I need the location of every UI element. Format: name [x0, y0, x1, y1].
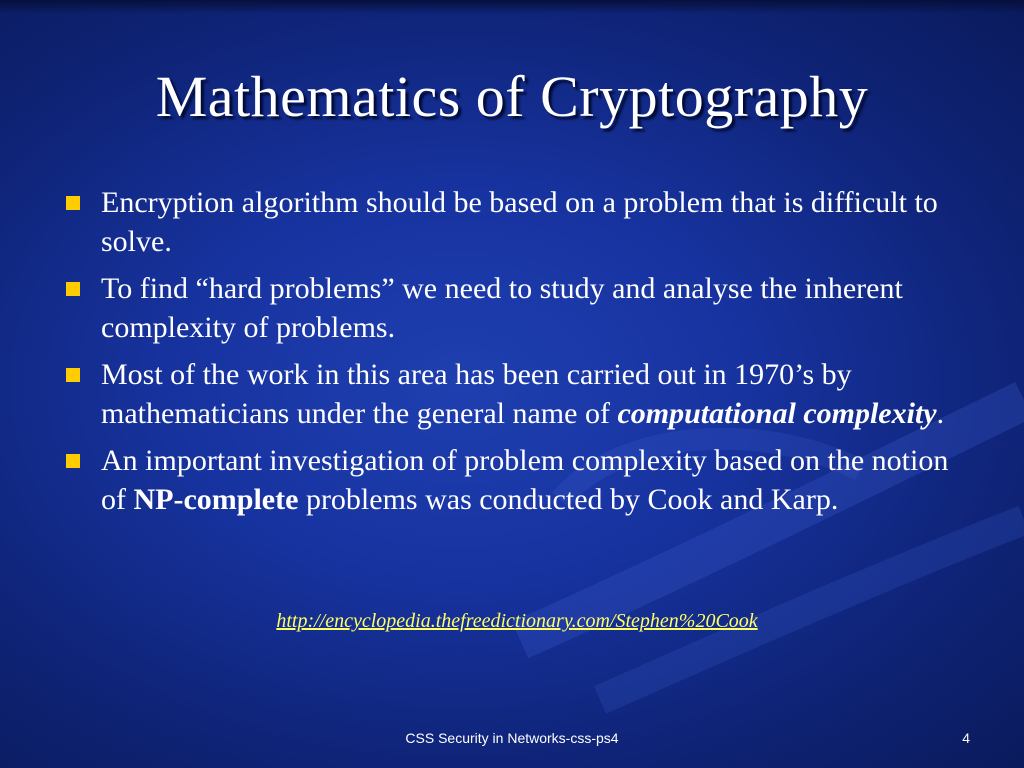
bullet-text-end: .: [936, 397, 945, 430]
bullet-text: An important investigation of problem complexity based on the notion of: [101, 444, 949, 516]
square-bullet-icon: [66, 196, 80, 210]
slide-footer: CSS Security in Networks-css-ps4: [405, 730, 619, 746]
bold-term: NP-complete: [133, 483, 299, 516]
square-bullet-icon: [66, 282, 80, 296]
bullet-item: [64, 183, 964, 261]
square-bullet-icon: [66, 368, 80, 382]
bullet-text: Most of the work in this area has been carried out in 1970’s by mathematicians under the general name of: [101, 358, 852, 430]
page-number: 4: [962, 730, 970, 746]
reference-link[interactable]: http://encyclopedia.thefreedictionary.com/Stephen%20Cook: [276, 610, 758, 632]
bullet-item: [64, 269, 964, 347]
slide-title: Mathematics of Cryptography: [155, 64, 869, 129]
square-bullet-icon: [66, 454, 80, 468]
emphasized-term: computational complexity: [617, 397, 937, 430]
bullet-item: [64, 355, 964, 433]
bullet-list: [64, 183, 964, 527]
bullet-text: Encryption algorithm should be based on a problem that is difficult to solve.: [101, 186, 938, 258]
bullet-item: [64, 441, 964, 519]
bullet-text-end: problems was conducted by Cook and Karp.: [298, 483, 839, 516]
bullet-text: To find “hard problems” we need to study and analyse the inherent complexity of problems.: [101, 272, 903, 344]
